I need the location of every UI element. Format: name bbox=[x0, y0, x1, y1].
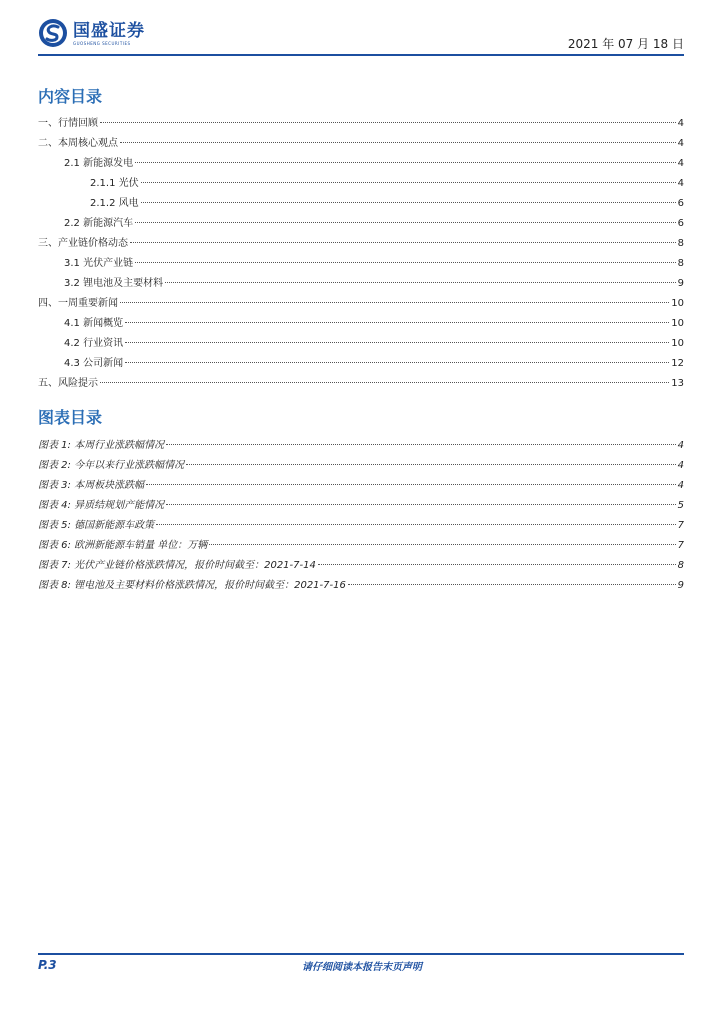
leader-dots bbox=[135, 161, 676, 163]
contents-entry-page: 8 bbox=[677, 238, 684, 249]
contents-entry-page: 12 bbox=[671, 358, 684, 369]
report-date: 2021 年 07 月 18 日 bbox=[567, 37, 684, 51]
chart-entry-page: 4 bbox=[677, 460, 684, 471]
chart-entry-page: 7 bbox=[677, 540, 684, 551]
contents-entry-page: 6 bbox=[677, 218, 684, 229]
contents-entry-label: 4.2 行业资讯 bbox=[64, 338, 124, 349]
company-logo bbox=[38, 18, 145, 48]
contents-entry[interactable] bbox=[38, 194, 684, 214]
leader-dots bbox=[141, 181, 676, 183]
leader-dots bbox=[125, 321, 669, 323]
contents-entry-page: 10 bbox=[671, 338, 684, 349]
leader-dots bbox=[130, 241, 676, 243]
contents-entry-label: 3.1 光伏产业链 bbox=[64, 258, 134, 269]
contents-entry-page: 9 bbox=[677, 278, 684, 289]
contents-entry-label: 五、风险提示 bbox=[38, 378, 98, 389]
chart-entry[interactable] bbox=[38, 556, 684, 576]
leader-dots bbox=[120, 301, 669, 303]
logo-name: 国盛证券 bbox=[73, 20, 145, 41]
contents-entry-page: 13 bbox=[671, 378, 684, 389]
contents-entry-page: 10 bbox=[671, 298, 684, 309]
contents-entry[interactable] bbox=[38, 254, 684, 274]
chart-entry[interactable] bbox=[38, 496, 684, 516]
chart-entry-label: 图表 2: 今年以来行业涨跌幅情况 bbox=[38, 460, 185, 471]
contents-entry-page: 6 bbox=[677, 198, 684, 209]
chart-entry[interactable] bbox=[38, 436, 684, 456]
chart-entry-page: 8 bbox=[677, 560, 684, 571]
contents-entry-label: 4.3 公司新闻 bbox=[64, 358, 124, 369]
chart-entry-label: 图表 7: 光伏产业链价格涨跌情况，报价时间截至：2021-7-14 bbox=[38, 560, 316, 571]
chart-entry[interactable] bbox=[38, 536, 684, 556]
leader-dots bbox=[348, 583, 676, 585]
contents-entry[interactable] bbox=[38, 154, 684, 174]
chart-entry-label: 图表 8: 锂电池及主要材料价格涨跌情况，报价时间截至：2021-7-16 bbox=[38, 580, 346, 591]
contents-entry-label: 2.1.2 风电 bbox=[90, 198, 139, 209]
contents-entry-page: 8 bbox=[677, 258, 684, 269]
chart-entry-page: 9 bbox=[677, 580, 684, 591]
leader-dots bbox=[156, 523, 676, 525]
leader-dots bbox=[166, 503, 676, 505]
contents-entry-label: 四、一周重要新闻 bbox=[38, 298, 118, 309]
header-divider bbox=[38, 54, 684, 56]
contents-entry[interactable] bbox=[38, 274, 684, 294]
contents-entry-page: 10 bbox=[671, 318, 684, 329]
contents-entry-label: 2.1.1 光伏 bbox=[90, 178, 139, 189]
leader-dots bbox=[165, 281, 676, 283]
chart-entry[interactable] bbox=[38, 516, 684, 536]
contents-entry[interactable] bbox=[38, 294, 684, 314]
contents-entry[interactable] bbox=[38, 174, 684, 194]
leader-dots bbox=[146, 483, 676, 485]
contents-entry-page: 4 bbox=[677, 118, 684, 129]
chart-entry[interactable] bbox=[38, 456, 684, 476]
leader-dots bbox=[125, 341, 669, 343]
leader-dots bbox=[125, 361, 669, 363]
leader-dots bbox=[100, 121, 676, 123]
contents-entry[interactable] bbox=[38, 134, 684, 154]
contents-entry[interactable] bbox=[38, 374, 684, 394]
leader-dots bbox=[141, 201, 676, 203]
chart-entry-page: 7 bbox=[677, 520, 684, 531]
chart-entry-page: 4 bbox=[677, 440, 684, 451]
contents-list bbox=[38, 114, 684, 394]
leader-dots bbox=[120, 141, 676, 143]
leader-dots bbox=[100, 381, 669, 383]
logo-emblem-icon bbox=[38, 18, 68, 48]
contents-entry-label: 2.2 新能源汽车 bbox=[64, 218, 134, 229]
contents-entry-page: 4 bbox=[677, 138, 684, 149]
contents-entry[interactable] bbox=[38, 114, 684, 134]
contents-entry-label: 4.1 新闻概览 bbox=[64, 318, 124, 329]
contents-entry-page: 4 bbox=[677, 158, 684, 169]
chart-entry-label: 图表 3: 本周板块涨跌幅 bbox=[38, 480, 145, 491]
chart-entry-page: 4 bbox=[677, 480, 684, 491]
leader-dots bbox=[166, 443, 676, 445]
chart-entry[interactable] bbox=[38, 576, 684, 596]
contents-entry-label: 2.1 新能源发电 bbox=[64, 158, 134, 169]
leader-dots bbox=[135, 221, 676, 223]
leader-dots bbox=[209, 543, 675, 545]
logo-english-name: GUOSHENG SECURITIES bbox=[73, 40, 131, 46]
leader-dots bbox=[318, 563, 676, 565]
contents-entry[interactable] bbox=[38, 214, 684, 234]
chart-entry-label: 图表 6: 欧洲新能源车销量 单位：万辆 bbox=[38, 540, 208, 551]
contents-entry-label: 3.2 锂电池及主要材料 bbox=[64, 278, 164, 289]
charts-list bbox=[38, 436, 684, 596]
page-number: P.3 bbox=[38, 958, 57, 972]
contents-entry[interactable] bbox=[38, 314, 684, 334]
page-header bbox=[38, 18, 684, 56]
chart-entry-label: 图表 1: 本周行业涨跌幅情况 bbox=[38, 440, 165, 451]
chart-entry-page: 5 bbox=[677, 500, 684, 511]
footer-divider bbox=[38, 953, 684, 955]
chart-entry-label: 图表 5: 德国新能源车政策 bbox=[38, 520, 155, 531]
charts-title: 图表目录 bbox=[38, 408, 103, 427]
chart-entry[interactable] bbox=[38, 476, 684, 496]
contents-entry-label: 三、产业链价格动态 bbox=[38, 238, 128, 249]
disclaimer-note: 请仔细阅读本报告末页声明 bbox=[302, 962, 422, 973]
contents-entry[interactable] bbox=[38, 354, 684, 374]
contents-title: 内容目录 bbox=[38, 87, 103, 106]
leader-dots bbox=[135, 261, 676, 263]
leader-dots bbox=[186, 463, 676, 465]
chart-entry-label: 图表 4: 异质结规划产能情况 bbox=[38, 500, 165, 511]
contents-entry-label: 二、本周核心观点 bbox=[38, 138, 118, 149]
contents-entry-label: 一、行情回顾 bbox=[38, 118, 98, 129]
contents-entry[interactable] bbox=[38, 334, 684, 354]
contents-entry-page: 4 bbox=[677, 178, 684, 189]
contents-entry[interactable] bbox=[38, 234, 684, 254]
